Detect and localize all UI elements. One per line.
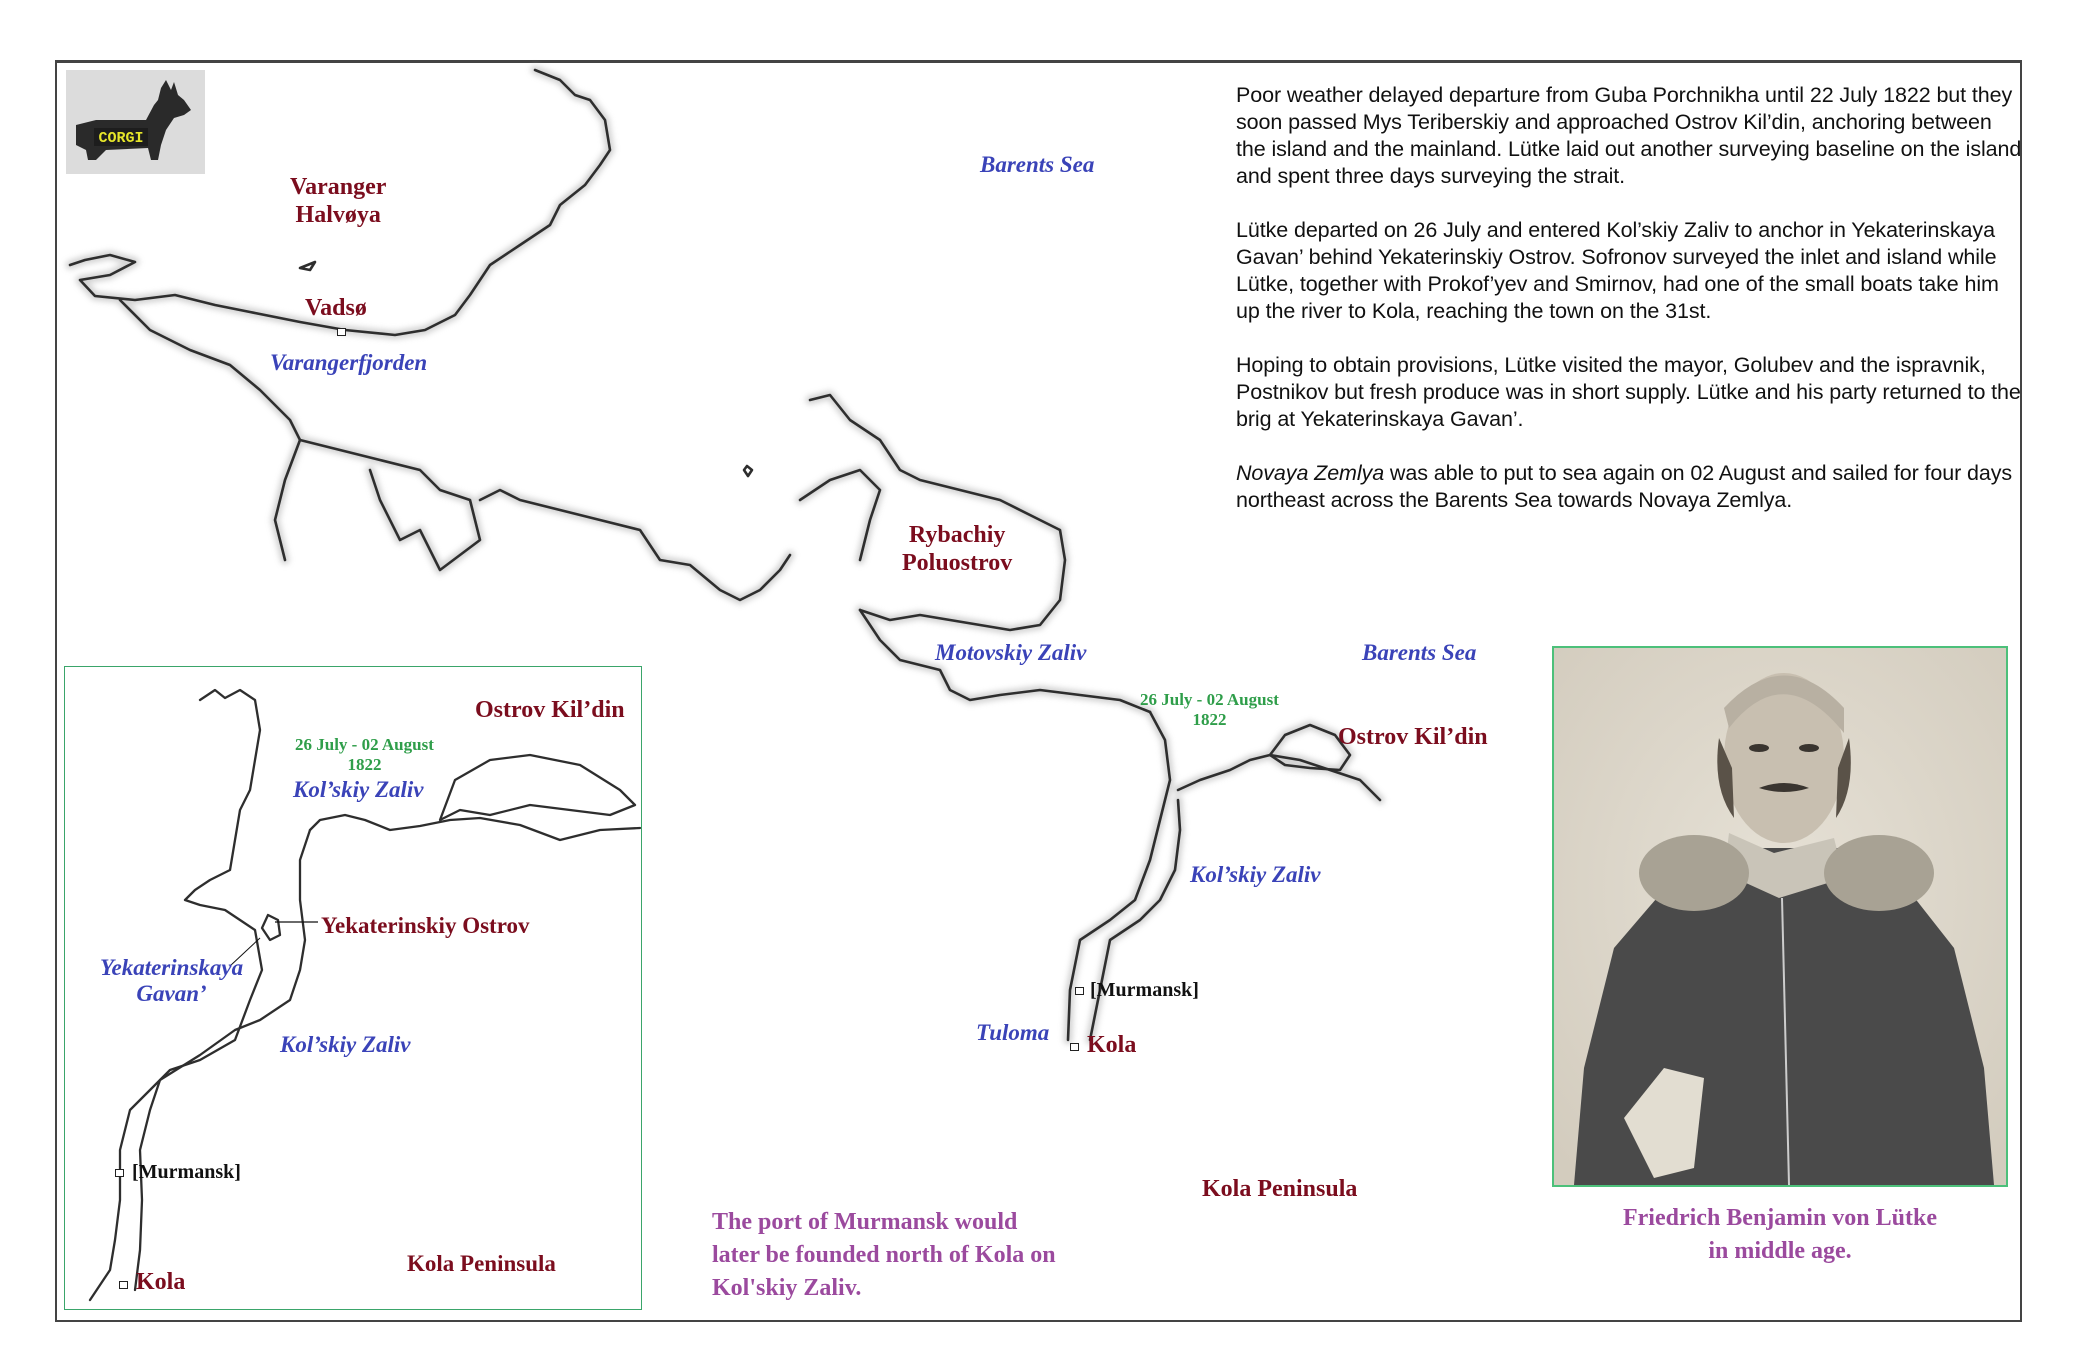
inset-label-gavan-line2: Gavan’ (136, 981, 207, 1007)
label-date-line1: 26 July - 02 August (1140, 690, 1279, 709)
narrative-text (1236, 82, 2026, 541)
label-rybachiy-line2: Poluostrov (902, 549, 1013, 576)
kola-marker (1070, 1043, 1079, 1051)
portrait-caption-line1: Friedrich Benjamin von Lütke (1622, 1205, 1937, 1231)
narrative-paragraph-4-text: was able to put to sea again on 02 August and sailed for four days northeast across the Barents Sea towards Novaya Zemlya. (1236, 461, 2013, 512)
label-varanger (290, 174, 386, 229)
portrait-engraving (1554, 648, 2006, 1185)
portrait-lutke (1552, 646, 2008, 1187)
label-rybachiy-line1: Rybachiy (908, 522, 1006, 548)
label-ostrov-kildin: Ostrov Kil’din (1338, 724, 1488, 750)
narrative-paragraph-2: Lütke departed on 26 July and entered Kol’skiy Zaliv to anchor in Yekaterinskaya Gavan’ behind Yekaterinskiy Ostrov. Sofronov surveyed the inlet and island while Lütke, together with Prokof’yev and Smirnov, had one of the small boats take him up the river to Kola, reaching the town on the 31st. (1236, 218, 1999, 323)
label-kolskiy-zaliv: Kol’skiy Zaliv (1190, 862, 1321, 887)
label-barents-sea-east: Barents Sea (1362, 640, 1477, 665)
inset-label-kolskiy-zaliv-south: Kol’skiy Zaliv (280, 1032, 411, 1057)
vadso-marker (337, 328, 346, 336)
inset-label-date-line1: 26 July - 02 August (295, 735, 434, 754)
ship-name: Novaya Zemlya (1236, 461, 1385, 485)
label-motovskiy-zaliv: Motovskiy Zaliv (935, 640, 1087, 665)
inset-label-murmansk: [Murmansk] (132, 1161, 241, 1183)
label-date-line2: 1822 (1192, 709, 1227, 729)
label-date-range (1140, 690, 1279, 729)
label-varanger-line2: Halvøya (295, 201, 381, 228)
narrative-paragraph-3: Hoping to obtain provisions, Lütke visited the mayor, Golubev and the ispravnik, Postnikov but fresh produce was in short supply. Lütke and his party returned to the brig at Yekaterinskaya Gavan’. (1236, 353, 2021, 431)
corgi-maze-icon (66, 70, 205, 174)
inset-label-date-line2: 1822 (347, 754, 382, 774)
label-kola-peninsula: Kola Peninsula (1202, 1176, 1358, 1202)
label-varangerfjorden: Varangerfjorden (270, 350, 428, 375)
murmansk-note: The port of Murmansk would later be founded north of Kola on Kol'skiy Zaliv. (712, 1209, 1056, 1302)
label-barents-sea-north: Barents Sea (980, 152, 1095, 177)
inset-label-gavan-line1: Yekaterinskaya (100, 955, 244, 980)
label-rybachiy (902, 522, 1012, 577)
inset-kola-marker (119, 1281, 128, 1289)
inset-map (64, 666, 642, 1310)
corgi-logo (66, 70, 205, 174)
inset-label-yekaterinskaya-gavan (100, 955, 243, 1008)
narrative-paragraph-1: Poor weather delayed departure from Guba Porchnikha until 22 July 1822 but they soon passed Mys Teriberskiy and approached Ostrov Kil’din, anchoring between the island and the mainland. Lütke laid out another surveying baseline on the island and spent three days surveying the strait. (1236, 83, 2022, 188)
portrait-caption-line2: in middle age. (1708, 1238, 1852, 1264)
murmansk-marker (1075, 987, 1084, 995)
inset-label-kola-peninsula: Kola Peninsula (407, 1251, 556, 1276)
inset-label-ostrov-kildin: Ostrov Kil’din (475, 697, 625, 723)
label-murmansk: [Murmansk] (1090, 979, 1199, 1001)
corgi-logo-text: CORGI (98, 130, 144, 147)
label-varanger-line1: Varanger (290, 174, 387, 200)
inset-label-kola: Kola (136, 1269, 186, 1295)
narrative-paragraph-4 (1236, 460, 2026, 514)
label-vadso: Vadsø (305, 295, 367, 321)
inset-label-date-range (295, 735, 434, 774)
portrait-caption (1560, 1202, 2000, 1268)
inset-murmansk-marker (115, 1169, 124, 1177)
label-tuloma: Tuloma (976, 1020, 1050, 1045)
inset-label-kolskiy-zaliv-north: Kol’skiy Zaliv (293, 777, 424, 802)
label-kola: Kola (1087, 1032, 1137, 1058)
inset-label-yekaterinskiy-ostrov: Yekaterinskiy Ostrov (321, 913, 530, 938)
